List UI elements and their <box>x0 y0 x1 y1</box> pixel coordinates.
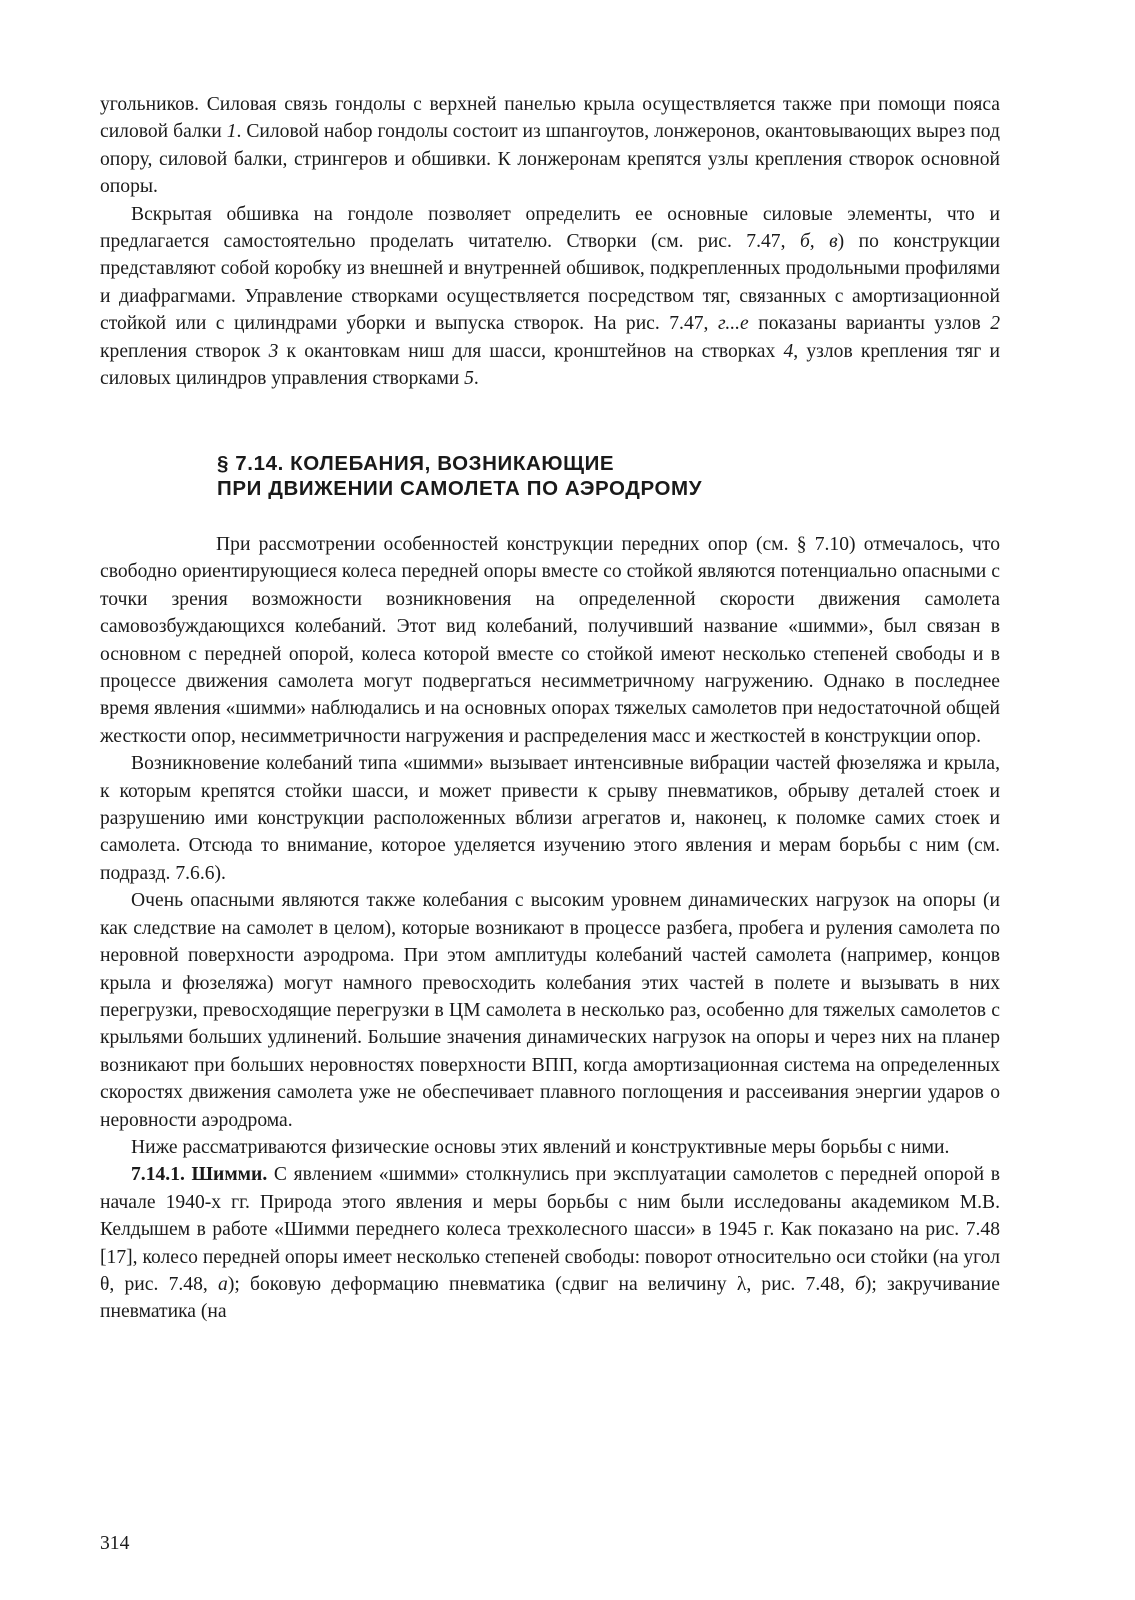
paragraph: угольников. Силовая связь гондолы с верхней панелью крыла осуществляется также при помощи пояса силовой балки 1. Силовой набор гондолы состоит из шпангоутов, лонжеронов, окантовывающих вырез под опору, силовой балки, стрингеров и обшивки. К лонжеронам крепятся узлы крепления створок основной опоры. <box>100 94 1000 198</box>
section-heading <box>217 452 917 501</box>
heading-line-1: § 7.14. КОЛЕБАНИЯ, ВОЗНИКАЮЩИЕ <box>217 452 615 475</box>
paragraph: Очень опасными являются также колебания с высоким уровнем динамических нагрузок на опоры (и как следствие на самолет в целом), которые возникают в процессе разбега, пробега и руления самолета по неровной поверхности аэродрома. При этом амплитуды колебаний частей самолета (например, концов крыла и фюзеляжа) могут намного превосходить колебания этих частей в полете и вызывать в них перегрузки, превосходящие перегрузки в ЦМ самолета в несколько раз, особенно для тяжелых самолетов с крыльями больших удлинений. Большие значения динамических нагрузок на опоры и через них на планер возникают при больших неровностях поверхности ВПП, когда амортизационная система на определенных скоростях движения самолета уже не обеспечивает плавного поглощения и рассеивания энергии ударов о неровности аэродрома. <box>100 890 1000 1131</box>
paragraph: При рассмотрении особенностей конструкции передних опор (см. § 7.10) отмечалось, что свободно ориентирующиеся колеса передней опоры вместе со стойкой являются потенциально опасными с точки зрения возможности возникновения на определенной скорости движения самолета самовозбуждающихся колебаний. Этот вид колебаний, получивший название «шимми», был связан в основном с передней опорой, колеса которой вместе со стойкой имеют несколько степеней свободы и в процессе движения самолета могут подвергаться несимметричному нагружению. Однако в последнее время явления «шимми» наблюдались и на основных опорах тяжелых самолетов при недостаточной общей жесткости опор, несимметричности нагружения и распределения масс и жесткостей в конструкции опор. <box>100 534 1000 747</box>
page-number: 314 <box>100 1533 130 1554</box>
paragraph: Вскрытая обшивка на гондоле позволяет определить ее основные силовые элементы, что и предлагается самостоятельно проделать читателю. Створки (см. рис. 7.47, б, в) по конструкции представляют собой коробку из внешней и внутренней обшивок, подкрепленных продольными профилями и диафрагмами. Управление створками осуществляется посредством тяг, связанных с амортизационной стойкой или с цилиндрами уборки и выпуска створок. На рис. 7.47, г...е показаны варианты узлов 2 крепления створок 3 к окантовкам ниш для шасси, кронштейнов на створках 4, узлов крепления тяг и силовых цилиндров управления створками 5. <box>100 203 1000 390</box>
text-block-top <box>100 91 1000 392</box>
heading-line-2: ПРИ ДВИЖЕНИИ САМОЛЕТА ПО АЭРОДРОМУ <box>217 476 703 500</box>
paragraph: Возникновение колебаний типа «шимми» вызывает интенсивные вибрации частей фюзеляжа и крыла, к которым крепятся стойки шасси, и может привести к срыву пневматиков, обрыву деталей стоек и разрушению ими конструкции расположенных вблизи агрегатов и, наконец, к поломке самих стоек и самолета. Отсюда то внимание, которое уделяется изучению этого явления и мерам борьбы с ним (см. подразд. 7.6.6). <box>100 753 1000 884</box>
paragraph: Ниже рассматриваются физические основы этих явлений и конструктивные меры борьбы с ними. <box>131 1136 950 1158</box>
paragraph: 7.14.1. Шимми. С явлением «шимми» столкнулись при эксплуатации самолетов с передней опорой в начале 1940-х гг. Природа этого явления и меры борьбы с ним были исследованы академиком М.В. Келдышем в работе «Шимми переднего колеса трехколесного шасси» в 1945 г. Как показано на рис. 7.48 [17], колесо передней опоры имеет несколько степеней свободы: поворот относительно оси стойки (на угол θ, рис. 7.48, а); боковую деформацию пневматика (сдвиг на величину λ, рис. 7.48, б); закручивание пневматика (на <box>100 1164 1000 1323</box>
text-block-main <box>100 531 1000 1326</box>
subsection-title: 7.14.1. Шимми. <box>131 1164 268 1186</box>
